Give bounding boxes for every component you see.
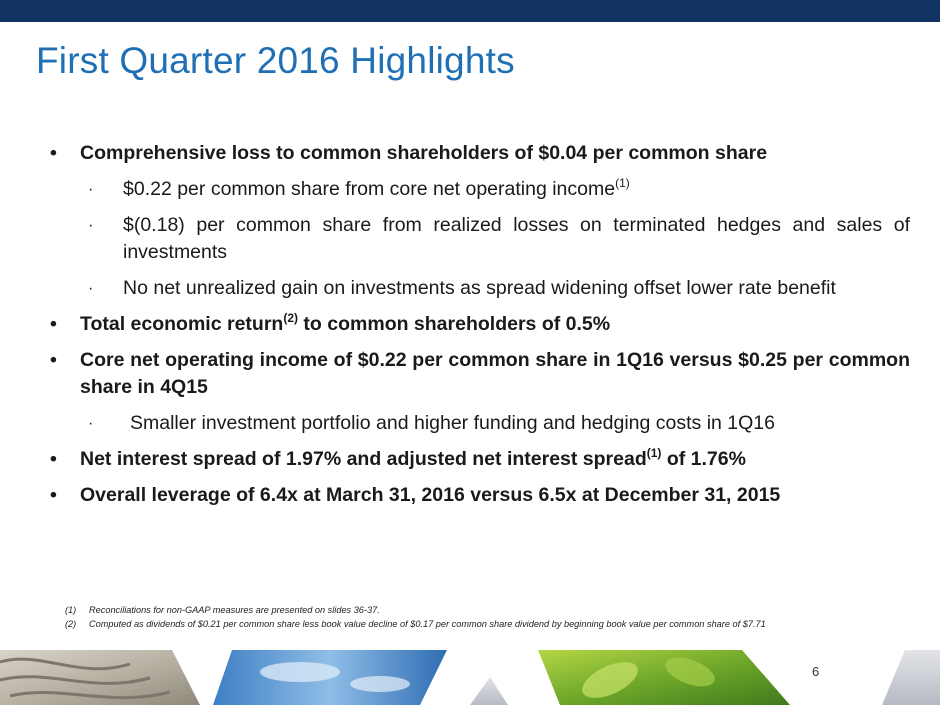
bullet-marker: • [50,349,57,371]
bullet-overall-leverage [48,482,910,509]
bullet-text: Overall leverage of 6.4x at March 31, 2016 versus 6.5x at December 31, 2015 [80,484,781,506]
cloud [260,662,340,682]
bullet-text-start: Net interest spread of 1.97% and adjusted net interest spread [80,448,647,470]
bullet-comprehensive-loss [48,140,910,167]
decorative-strip-graphic [0,650,940,705]
sub-bullet-text: $0.22 per common share from core net operating income [123,178,616,200]
footnote-ref: (1) [615,175,630,190]
sub-bullet-text: No net unrealized gain on investments as spread widening offset lower rate benefit [123,277,836,299]
bullet-list [48,140,910,509]
footnote-ref: (2) [283,310,299,325]
sub-bullet-marker: · [88,181,94,198]
footnote-ref: (1) [646,445,662,460]
sub-bullet-text: $(0.18) per common share from realized losses on terminated hedges and sales of investments [123,214,910,263]
bullet-marker: • [50,448,57,470]
bullet-text: Comprehensive loss to common shareholders of $0.04 per common share [80,142,768,164]
sub-bullet-text: Smaller investment portfolio and higher funding and hedging costs in 1Q16 [130,412,775,434]
sub-bullet-marker: · [88,217,94,234]
footnotes [65,603,925,631]
bullet-core-net-operating-income [48,347,910,401]
bullet-text-start: Total economic return [80,313,284,335]
header-bar [0,0,940,22]
slide-title: First Quarter 2016 Highlights [36,40,515,81]
cloud [350,676,410,692]
bullet-marker: • [50,484,57,506]
sub-bullet-unrealized-gain [48,275,910,302]
bullet-net-interest-spread [48,446,910,473]
grey-triangle-shape [470,677,508,705]
footnote-2 [65,617,925,631]
footnote-number: (2) [65,619,77,629]
page-number: 6 [812,664,820,679]
leaf-image [538,650,790,705]
sub-bullet-marker: · [88,280,94,297]
bullet-text: Core net operating income of $0.22 per common share in 1Q16 versus $0.25 per common share in 4Q15 [80,349,910,398]
bullet-marker: • [50,142,57,164]
decorative-image-strip [0,650,940,705]
bullet-total-economic-return [48,311,910,338]
sub-bullet-realized-losses [48,212,910,266]
bullet-text-end: to common shareholders of 0.5% [298,313,611,335]
bullet-text-end: of 1.76% [661,448,746,470]
footnote-text: Reconciliations for non-GAAP measures are presented on slides 36-37. [89,605,380,615]
footnote-text: Computed as dividends of $0.21 per common share less book value decline of $0.17 per common share dividend by beginning book value per common share of $7.71 [89,619,766,629]
grey-panel-shape [882,650,940,705]
bullet-marker: • [50,313,57,335]
footnote-number: (1) [65,605,77,615]
footnote-1 [65,603,925,617]
sub-bullet-core-income [48,176,910,203]
sub-bullet-marker: · [88,415,94,432]
sub-bullet-smaller-portfolio [48,410,910,437]
